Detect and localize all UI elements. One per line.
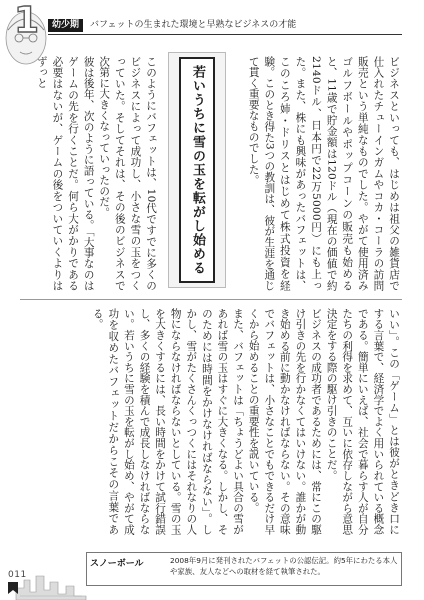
heading-frame [168, 52, 226, 288]
column-divider [20, 299, 402, 300]
page-number: 011 [8, 570, 27, 580]
chapter-mark-icon [8, 582, 18, 594]
page-header-title: バフェットの生まれた環境と早熟なビジネスの才能 [90, 20, 297, 30]
section-label: 幼少期 [48, 19, 83, 32]
body-text-column-2: このようにバフェットは、10代ですでに多くのビジネスによって成功し、小さな雪の玉をつくっていた。そしてそれは、その後のビジネスで次第に大きくなっていったのだ。 彼は後年、次のように語っている。「大事なのはゲームの先を行くことだ。何ら大がかりである必要はないが、ゲームの後をついていくよりはずっと [35, 56, 157, 291]
chapter-number: 1 [14, 0, 39, 41]
footnote-text: 2008年9月に発刊されたバフェットの公認伝記。約5年にわたる本人や家族、友人などへの取材を経て執筆された。 [170, 556, 398, 576]
body-text-column-3: いい」。この「ゲーム」とは彼がときどき口にする言葉で、経済学でよく用いられている概念である。簡単にいえば、社会で暮らす人が自分たちの利得を求めて、互いに依存しながら意思決定をする際の駆け引きのことだ。 ビジネスの成功者であるためには、常にこの駆け引きの先を行かなくてはいけない。誰かが動き始める前に動かなければならない。その意味でバフェットは、小さなことでもできるだけ早くから始めることの重要性を説いている。 また、バフェットは「ちょうどよい具合の雪があれば雪の玉はすぐに大きくなる。しかし、そのためには時間をかけなければならない」。しかし、雪がたくさんくっつくにはそれなりの人物にならなければならないとしている。雪の玉を大きくするには、長い時間をかけて試行錯誤し、多くの経験を積んで成長しなければならない。若いうちに雪の玉を転がし始め、やがて成功を収めたバフェットだからこその言葉である。 [91, 308, 400, 535]
footnote-label: スノーボール [90, 559, 144, 569]
section-heading: 若いうちに雪の玉を転がし始める [190, 65, 205, 275]
body-text-column-1: ビジネスといっても、はじめは祖父の雑貨店で仕入れたチューインガムやコカ・コーラの訪問販売という単純なものでした。やがて使用済みゴルフボールやポップコーンの販売も始めると、11歳で貯金額は120ドル（現在の価値で約2140ドル、日本円で22万5000円）にも上った。また、株にも興味があったバフェットは、このころ姉・ドリスとはじめて株式投資を経験。このとき得た3つの教訓は、彼が生涯を通じて貫く重要なものでした。 [247, 56, 400, 291]
header-rule [48, 34, 402, 35]
